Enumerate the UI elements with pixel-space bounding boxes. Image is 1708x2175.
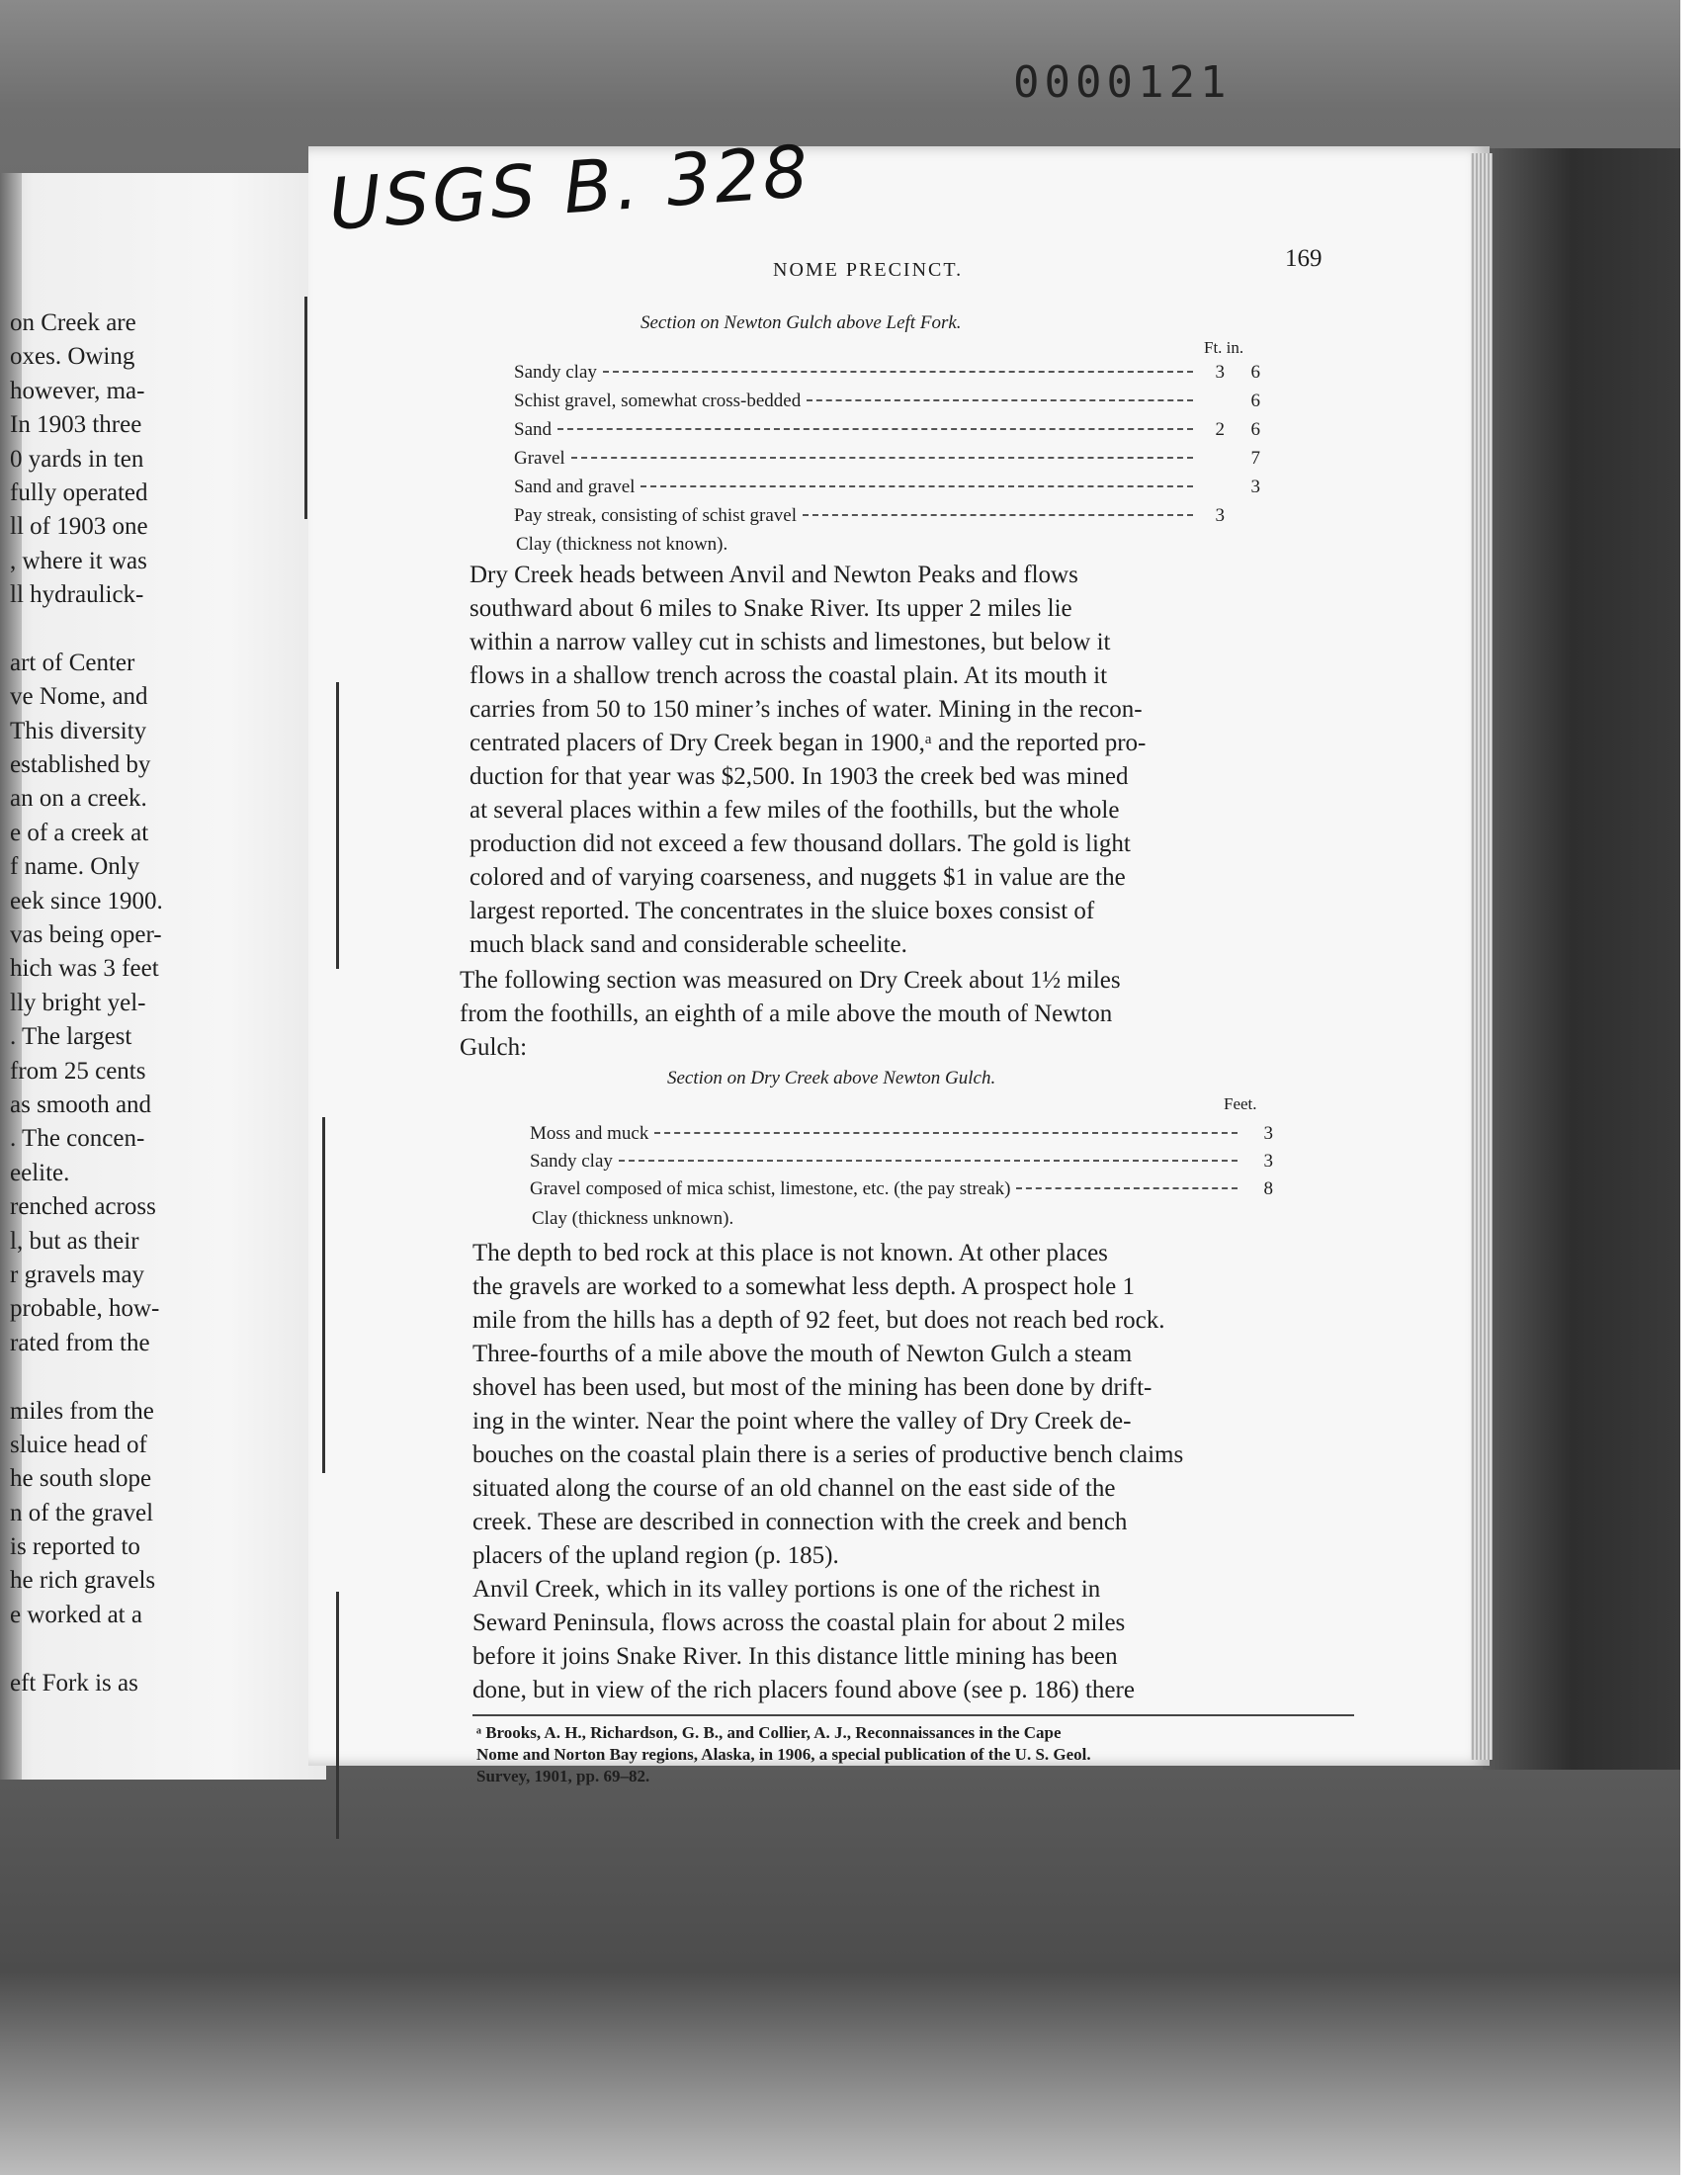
text-line: creek. These are described in connection with the creek and bench xyxy=(472,1509,1128,1535)
left-page-line: In 1903 three xyxy=(10,411,142,439)
dot-leader xyxy=(807,399,1193,401)
text-line: placers of the upland region (p. 185). xyxy=(472,1542,839,1569)
text-line: done, but in view of the rich placers found above (see p. 186) there xyxy=(472,1677,1135,1703)
left-page-line: he rich gravels xyxy=(10,1567,156,1595)
left-page-text xyxy=(10,306,326,1700)
left-page-line: , where it was xyxy=(10,547,147,574)
text-line: the gravels are worked to a somewhat less depth. A prospect hole 1 xyxy=(472,1273,1135,1300)
running-header: NOME PRECINCT. xyxy=(773,259,964,281)
table-row xyxy=(530,1123,1273,1145)
handwritten-annotation: USGS B. 328 xyxy=(326,129,814,246)
dot-leader xyxy=(571,457,1193,459)
text-line: The following section was measured on Dry Creek about 1½ miles xyxy=(460,967,1121,994)
table-row xyxy=(514,362,1260,384)
left-page-line xyxy=(10,1360,326,1394)
left-page-line: sluice head of xyxy=(10,1431,147,1458)
dot-leader xyxy=(557,428,1193,430)
left-page-line: ll hydraulick- xyxy=(10,581,144,609)
scan-shadow-right xyxy=(1483,148,1680,1977)
footnote-line: ᵃ Brooks, A. H., Richardson, G. B., and Collier, A. J., Reconnaissances in the Cape xyxy=(476,1723,1062,1742)
text-line: before it joins Snake River. In this distance little mining has been xyxy=(472,1643,1118,1670)
row-label: Sandy clay xyxy=(514,362,597,383)
left-page-line: art of Center xyxy=(10,649,135,676)
text-line: largest reported. The concentrates in the sluice boxes consist of xyxy=(470,898,1095,924)
row-label: Gravel composed of mica schist, limestone, etc. (the pay streak) xyxy=(530,1178,1011,1199)
table-last-row: Clay (thickness unknown). xyxy=(532,1208,734,1229)
row-label: Pay streak, consisting of schist gravel xyxy=(514,505,798,526)
table-row xyxy=(514,419,1260,441)
margin-rule xyxy=(304,297,307,519)
table-row xyxy=(514,391,1260,412)
page-number: 169 xyxy=(1285,245,1323,272)
left-page-line: ll of 1903 one xyxy=(10,513,148,541)
footnote-line: Survey, 1901, pp. 69–82. xyxy=(476,1767,650,1785)
left-page-line: e worked at a xyxy=(10,1601,142,1628)
left-page-line: f name. Only xyxy=(10,853,140,881)
text-line: much black sand and considerable scheelite. xyxy=(470,931,907,958)
footnote-line: Nome and Norton Bay regions, Alaska, in 1906, a special publication of the U. S. Geol. xyxy=(476,1745,1091,1764)
table-units: Ft. in. xyxy=(1204,338,1244,357)
text-line: mile from the hills has a depth of 92 feet, but does not reach bed rock. xyxy=(472,1307,1165,1334)
left-page-line: rated from the xyxy=(10,1329,150,1356)
left-page-line: fully operated xyxy=(10,478,148,506)
section-caption: Section on Dry Creek above Newton Gulch. xyxy=(667,1068,996,1088)
left-page-line: This diversity xyxy=(10,717,147,744)
left-page-line: established by xyxy=(10,751,151,779)
dot-leader xyxy=(619,1160,1238,1162)
row-feet: 8 xyxy=(1263,1178,1273,1199)
row-feet: 3 xyxy=(1215,362,1225,383)
section-caption: Section on Newton Gulch above Left Fork. xyxy=(640,312,962,333)
left-page-line: eek since 1900. xyxy=(10,887,163,914)
row-label: Gravel xyxy=(514,448,565,469)
text-line: Dry Creek heads between Anvil and Newton Peaks and flows xyxy=(470,562,1078,588)
footnote-rule xyxy=(472,1714,1354,1716)
left-page-line: an on a creek. xyxy=(10,785,147,813)
table-row xyxy=(514,477,1260,498)
left-page-line: eelite. xyxy=(10,1159,70,1186)
scan-number: 0000121 xyxy=(1013,57,1232,108)
text-line: shovel has been used, but most of the mining has been done by drift- xyxy=(472,1374,1153,1401)
table-units: Feet. xyxy=(1224,1094,1257,1113)
row-inches: 3 xyxy=(1250,477,1260,497)
text-line: production did not exceed a few thousand dollars. The gold is light xyxy=(470,830,1131,857)
left-page-line: oxes. Owing xyxy=(10,343,135,371)
margin-rule xyxy=(336,1592,339,1839)
left-page-line: hich was 3 feet xyxy=(10,955,159,983)
row-feet: 3 xyxy=(1263,1123,1273,1144)
dot-leader xyxy=(640,485,1193,487)
left-page-line: ve Nome, and xyxy=(10,683,148,711)
row-inches: 6 xyxy=(1250,419,1260,440)
dot-leader xyxy=(1016,1187,1238,1189)
left-page-line: he south slope xyxy=(10,1465,152,1493)
left-page-line: n of the gravel xyxy=(10,1499,154,1526)
row-label: Sand xyxy=(514,419,552,440)
row-feet: 3 xyxy=(1215,505,1225,526)
dot-leader xyxy=(603,371,1193,373)
text-line: at several places within a few miles of the foothills, but the whole xyxy=(470,797,1120,824)
text-line: ing in the winter. Near the point where the valley of Dry Creek de- xyxy=(472,1408,1132,1435)
text-line: carries from 50 to 150 miner’s inches of water. Mining in the recon- xyxy=(470,696,1143,723)
left-page-line: from 25 cents xyxy=(10,1057,146,1085)
text-line: from the foothills, an eighth of a mile above the mouth of Newton xyxy=(460,1000,1113,1027)
row-label: Sand and gravel xyxy=(514,477,636,497)
dot-leader xyxy=(654,1132,1238,1134)
margin-rule xyxy=(322,1117,325,1473)
left-page-line: 0 yards in ten xyxy=(10,445,144,473)
row-label: Moss and muck xyxy=(530,1123,649,1144)
left-page-line: vas being oper- xyxy=(10,921,162,949)
text-line: Anvil Creek, which in its valley portions is one of the richest in xyxy=(472,1576,1101,1603)
text-line: The depth to bed rock at this place is not known. At other places xyxy=(472,1240,1108,1266)
text-line: bouches on the coastal plain there is a series of productive bench claims xyxy=(472,1441,1184,1468)
left-page-line: lly bright yel- xyxy=(10,989,146,1016)
text-line: flows in a shallow trench across the coastal plain. At its mouth it xyxy=(470,662,1108,689)
paragraph xyxy=(470,562,1339,965)
left-page-line: is reported to xyxy=(10,1533,140,1561)
row-label: Schist gravel, somewhat cross-bedded xyxy=(514,391,802,411)
table-row xyxy=(514,448,1260,470)
left-page-line: miles from the xyxy=(10,1397,154,1425)
left-page-line: renched across xyxy=(10,1193,156,1221)
row-inches: 7 xyxy=(1250,448,1260,469)
text-line: southward about 6 miles to Snake River. Its upper 2 miles lie xyxy=(470,595,1072,622)
page-edge xyxy=(1471,153,1493,1760)
text-line: within a narrow valley cut in schists and limestones, but below it xyxy=(470,629,1111,655)
text-line: Three-fourths of a mile above the mouth of Newton Gulch a steam xyxy=(472,1341,1133,1367)
paragraph xyxy=(460,967,1339,1068)
margin-rule xyxy=(336,682,339,969)
text-line: colored and of varying coarseness, and nuggets $1 in value are the xyxy=(470,864,1126,891)
text-line: duction for that year was $2,500. In 1903 the creek bed was mined xyxy=(470,763,1129,790)
text-line: situated along the course of an old channel on the east side of the xyxy=(472,1475,1116,1502)
row-inches: 6 xyxy=(1250,362,1260,383)
left-page-line: eft Fork is as xyxy=(10,1669,138,1696)
paragraph xyxy=(472,1240,1352,1576)
footnote xyxy=(476,1722,1356,1787)
left-page-line: . The concen- xyxy=(10,1125,145,1153)
row-feet: 3 xyxy=(1263,1151,1273,1172)
left-page-line: l, but as their xyxy=(10,1227,139,1255)
row-inches: 6 xyxy=(1250,391,1260,411)
left-page-line: r gravels may xyxy=(10,1261,145,1288)
text-line: centrated placers of Dry Creek began in 1900,ᵃ and the reported pro- xyxy=(470,730,1147,756)
table-row xyxy=(514,505,1260,527)
left-page-line: probable, how- xyxy=(10,1295,160,1323)
table-row xyxy=(530,1178,1273,1200)
text-line: Gulch: xyxy=(460,1034,528,1061)
left-page-line: on Creek are xyxy=(10,309,136,336)
row-label: Sandy clay xyxy=(530,1151,613,1172)
table-row xyxy=(530,1151,1273,1173)
text-line: Seward Peninsula, flows across the coastal plain for about 2 miles xyxy=(472,1610,1126,1636)
left-page-line: . The largest xyxy=(10,1023,132,1051)
scan-shadow-bottom xyxy=(0,1770,1680,2175)
table-last-row: Clay (thickness not known). xyxy=(516,534,728,555)
left-page-line: however, ma- xyxy=(10,377,145,404)
left-page-line: e of a creek at xyxy=(10,819,149,846)
dot-leader xyxy=(803,514,1193,516)
paragraph xyxy=(472,1576,1352,1710)
left-page-line: as smooth and xyxy=(10,1090,152,1118)
left-page-line xyxy=(10,613,326,647)
left-page-line xyxy=(10,1632,326,1666)
row-feet: 2 xyxy=(1215,419,1225,440)
